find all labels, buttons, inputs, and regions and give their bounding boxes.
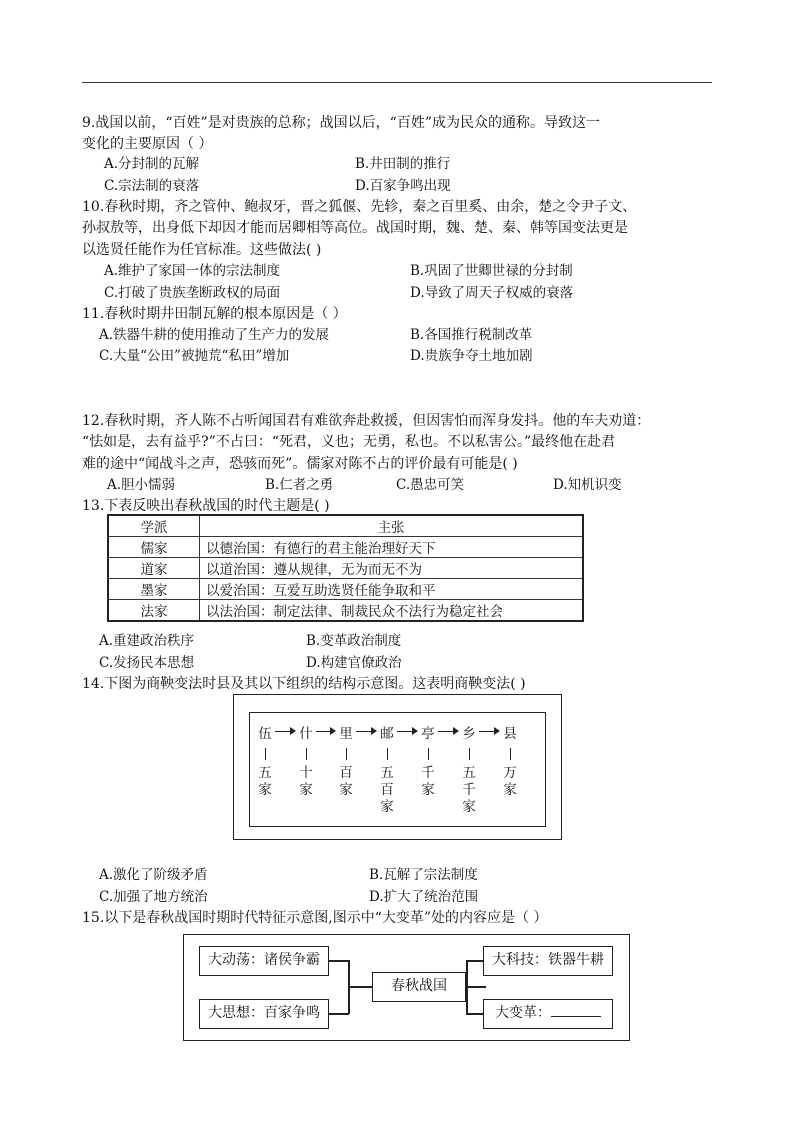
q13-option-c[interactable]: C.发扬民本思想 xyxy=(99,655,195,671)
table-header-row xyxy=(108,515,583,537)
table-cell-school: 儒家 xyxy=(108,537,200,558)
q12-option-d[interactable]: D.知机识变 xyxy=(553,477,622,493)
unit-label: 乡 xyxy=(462,726,476,742)
connector-line xyxy=(466,986,486,988)
connector-line xyxy=(329,960,349,962)
box-reform-label: 大变革： xyxy=(495,1005,551,1021)
arrow-connector xyxy=(316,731,334,732)
q11-option-a[interactable]: A.铁器牛耕的使用推动了生产力的发展 xyxy=(99,327,330,343)
q12-option-b[interactable]: B.仁者之勇 xyxy=(265,477,334,493)
vertical-connector xyxy=(387,748,388,760)
vertical-connector xyxy=(306,748,307,760)
connector-line xyxy=(466,960,483,962)
arrow-connector xyxy=(356,731,375,732)
q9-stem-line1: 9.战国以前，“百姓”是对贵族的总称；战国以后，“百姓”成为民众的通称。导致这一 xyxy=(82,115,600,131)
household-count: 五 百 家 xyxy=(380,765,394,815)
q14-option-a[interactable]: A.激化了阶级矛盾 xyxy=(99,867,208,883)
table-header-claim: 主张 xyxy=(200,515,584,537)
household-count: 五 千 家 xyxy=(462,765,476,815)
table-cell-school: 道家 xyxy=(108,558,200,579)
q9-stem-line2: 变化的主要原因（ ） xyxy=(82,136,213,152)
schools-table xyxy=(107,514,584,622)
q12-stem-line3: 难的途中“闻战斗之声，恐骇而死”。儒家对陈不占的评价最有可能是( ) xyxy=(82,456,518,472)
vertical-connector xyxy=(346,748,347,760)
connector-line xyxy=(329,1013,349,1015)
table-cell-claim: 以爱治国：互爱互助选贤任能争取和平 xyxy=(200,579,584,600)
vertical-connector xyxy=(510,748,511,760)
table-cell-claim: 以道治国：遵从规律，无为而无不为 xyxy=(200,558,584,579)
q10-option-d[interactable]: D.导致了周天子权威的衰落 xyxy=(410,285,574,301)
q9-option-b[interactable]: B.井田制的推行 xyxy=(355,156,451,172)
q12-option-c[interactable]: C.愚忠可笑 xyxy=(396,477,465,493)
household-count: 五 家 xyxy=(258,765,272,798)
arrow-connector xyxy=(479,731,498,732)
q9-option-c[interactable]: C.宗法制的衰落 xyxy=(104,178,200,194)
arrow-connector xyxy=(397,731,416,732)
q14-option-c[interactable]: C.加强了地方统治 xyxy=(99,889,208,905)
unit-label: 亭 xyxy=(421,726,435,742)
table-cell-school: 墨家 xyxy=(108,579,200,600)
header-rule xyxy=(82,82,712,83)
q9-option-d[interactable]: D.百家争鸣出现 xyxy=(355,178,451,194)
unit-label: 邮 xyxy=(380,726,394,742)
table-row xyxy=(108,537,583,558)
table-header-school: 学派 xyxy=(108,515,200,537)
q13-stem: 13.下表反映出春秋战国的时代主题是( ) xyxy=(82,498,330,514)
q11-option-b[interactable]: B.各国推行税制改革 xyxy=(410,327,533,343)
q15-stem: 15.以下是春秋战国时期时代特征示意图,图示中“大变革”处的内容应是（ ） xyxy=(82,910,548,926)
q10-option-a[interactable]: A.维护了家国一体的宗法制度 xyxy=(104,263,281,279)
box-turmoil: 大动荡：诸侯争霸 xyxy=(199,946,329,976)
vertical-connector xyxy=(265,748,266,760)
q9-option-a[interactable]: A.分封制的瓦解 xyxy=(104,156,200,172)
arrow-connector xyxy=(438,731,457,732)
household-count: 百 家 xyxy=(339,765,353,798)
unit-label: 县 xyxy=(503,726,517,742)
table-cell-claim: 以法治国：制定法律、制裁民众不法行为稳定社会 xyxy=(200,600,584,622)
table-row xyxy=(108,579,583,600)
q13-option-b[interactable]: B.变革政治制度 xyxy=(306,633,402,649)
table-cell-claim: 以德治国：有德行的君主能治理好天下 xyxy=(200,537,584,558)
q10-option-c[interactable]: C.打破了贵族垄断政权的局面 xyxy=(104,285,281,301)
q14-option-b[interactable]: B.瓦解了宗法制度 xyxy=(369,867,478,883)
q14-stem: 14.下图为商鞅变法时县及其以下组织的结构示意图。这表明商鞅变法( ) xyxy=(82,676,526,692)
q12-stem-line1: 12.春秋时期，齐人陈不占听闻国君有难欲奔赴救援，但因害怕而浑身发抖。他的车夫劝道： xyxy=(82,413,651,429)
q12-stem-line2: “怯如是，去有益乎?”不占曰：“死君，义也；无勇，私也。不以私害公。”最终他在赴君 xyxy=(82,434,616,450)
box-reform xyxy=(483,999,613,1029)
answer-blank[interactable] xyxy=(551,1015,601,1017)
household-count: 十 家 xyxy=(299,765,313,798)
q12-option-a[interactable]: A.胆小懦弱 xyxy=(107,477,176,493)
q10-stem-line1: 10.春秋时期，齐之管仲、鲍叔牙，晋之狐偃、先轸，秦之百里奚、由余，楚之令尹子文、 xyxy=(82,199,637,215)
box-center: 春秋战国 xyxy=(372,972,466,1002)
table-row xyxy=(108,600,583,622)
q13-option-a[interactable]: A.重建政治秩序 xyxy=(99,633,195,649)
q13-option-d[interactable]: D.构建官僚政治 xyxy=(306,655,402,671)
connector-line xyxy=(466,1013,483,1015)
q11-option-d[interactable]: D.贵族争夺土地加剧 xyxy=(410,348,533,364)
table-cell-school: 法家 xyxy=(108,600,200,622)
table-row xyxy=(108,558,583,579)
household-count: 千 家 xyxy=(421,765,435,798)
connector-line xyxy=(466,960,468,1014)
box-technology: 大科技：铁器牛耕 xyxy=(483,946,613,976)
q10-option-b[interactable]: B.巩固了世卿世禄的分封制 xyxy=(410,263,573,279)
household-count: 万 家 xyxy=(503,765,517,798)
unit-label: 里 xyxy=(339,726,353,742)
connector-line xyxy=(348,986,372,988)
q14-option-d[interactable]: D.扩大了统治范围 xyxy=(369,889,479,905)
unit-label: 什 xyxy=(299,726,313,742)
arrow-connector xyxy=(275,731,294,732)
vertical-connector xyxy=(428,748,429,760)
q10-stem-line3: 以选贤任能作为任官标准。这些做法( ) xyxy=(82,242,322,258)
vertical-connector xyxy=(469,748,470,760)
box-thought: 大思想：百家争鸣 xyxy=(199,999,329,1029)
q11-stem: 11.春秋时期井田制瓦解的根本原因是（ ） xyxy=(82,306,347,322)
q10-stem-line2: 孙叔敖等，出身低下却因才能而居卿相等高位。战国时期，魏、楚、秦、韩等国变法更是 xyxy=(82,220,628,236)
q11-option-c[interactable]: C.大量“公田”被抛荒“私田”增加 xyxy=(99,348,290,364)
unit-label: 伍 xyxy=(258,726,272,742)
